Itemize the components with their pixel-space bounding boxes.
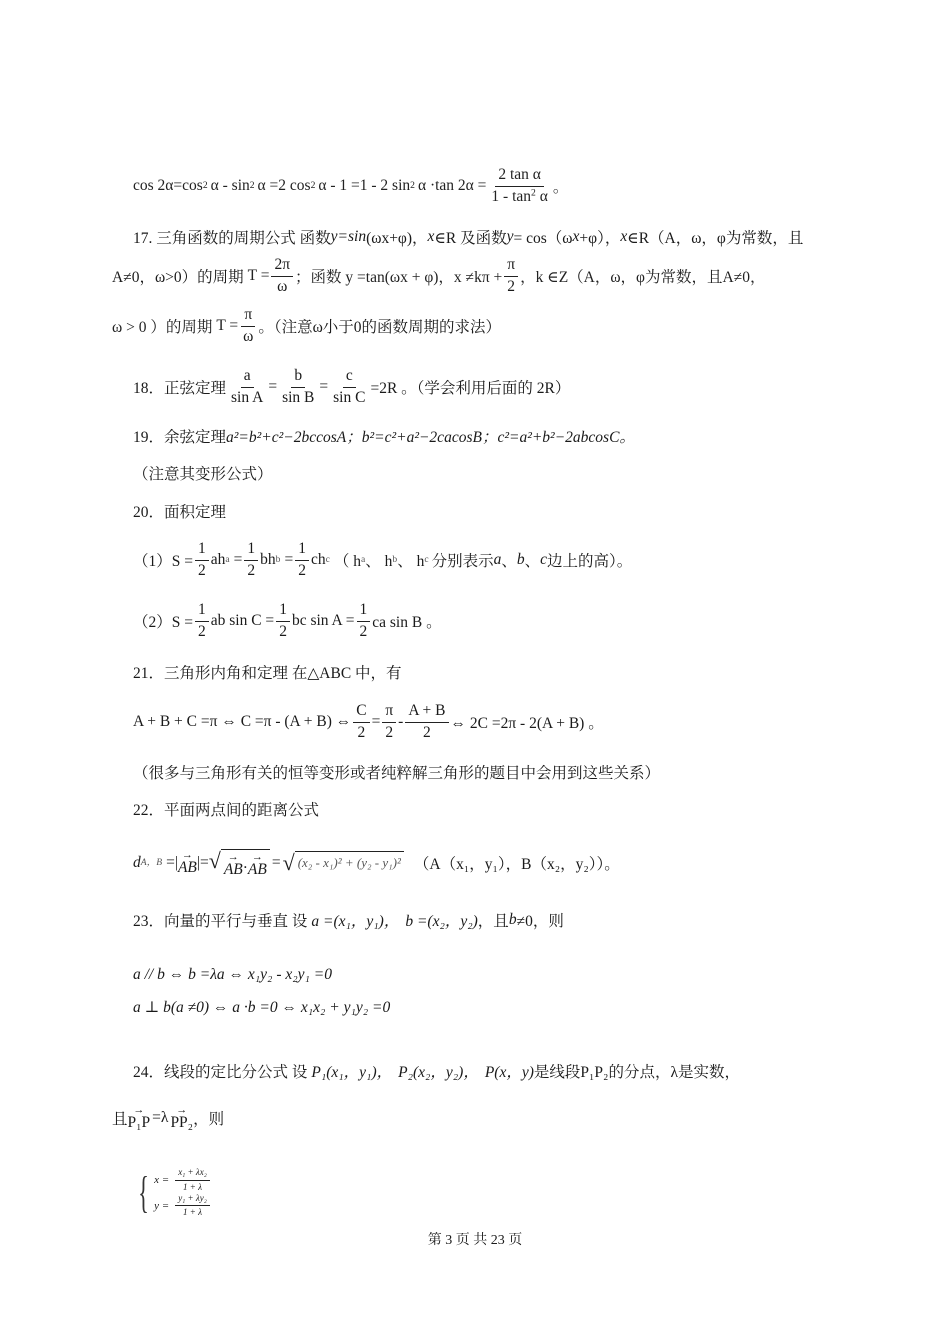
denominator: 1 + λ	[183, 1207, 203, 1218]
formula-text: -	[398, 713, 404, 730]
arrow-icon: →	[181, 848, 193, 861]
formula-text: 是线段P₁P₂的分点，λ是实数，	[533, 1064, 740, 1081]
formula-text: =	[271, 854, 281, 871]
denominator: 2	[198, 561, 206, 579]
fraction	[405, 703, 448, 741]
formula-text: x =	[154, 1174, 170, 1187]
fraction	[228, 368, 266, 406]
fraction	[488, 167, 550, 205]
page-footer: 第 3 页 共 23 页	[427, 1233, 523, 1248]
fraction	[271, 257, 293, 295]
formula-text: ⇔ 2C =2π - 2(A + B) 。	[450, 715, 604, 732]
denominator: 2	[279, 622, 287, 640]
formula-text: y =	[154, 1199, 170, 1212]
formula-text: cos 2α	[133, 177, 174, 194]
section-20-title	[133, 491, 226, 531]
numerator: 1	[357, 602, 371, 621]
denominator: 1 + λ	[183, 1181, 203, 1192]
denominator: 2	[298, 561, 306, 579]
section-20-formula1: （1）S = $\frac{1}{2}$ ah a = $\frac{1}{2}$ bh b = $\frac{1}{2}$ ch c （ h a 、 h b 、 h c 分别表示 a 、 b 、 c 边上的高）。	[133, 540, 633, 579]
formula-double-angle: cos 2α =cos 2 α - sin 2 α =2 cos 2 α - 1 =1 - 2 sin 2 α ·tan 2α = $\frac{\text{2 tan α}}{1 - \tan^2 \alpha}$ 。	[133, 166, 569, 205]
denominator: 2	[359, 622, 368, 640]
denominator: ω	[243, 327, 254, 345]
note-text: （注意其变形公式）	[133, 466, 273, 483]
section-24-system	[133, 1163, 212, 1223]
vector	[223, 850, 243, 878]
formula-text: ；函数 y =tan(ωx + φ)，x ≠kπ +	[295, 269, 503, 286]
formula-text: ，k ∈Z（A，ω，φ为常数，且A≠0，	[520, 269, 766, 286]
vector-label: P₁P	[127, 1113, 151, 1131]
formula-text: ω > 0 ）的周期	[112, 319, 213, 336]
numerator: y₁ + λy₂	[175, 1194, 210, 1206]
numerator: 2 tan α	[495, 167, 544, 186]
fraction	[330, 368, 368, 406]
section-19-note	[133, 453, 273, 493]
brace-icon: {	[138, 1168, 149, 1217]
arrow-icon: →	[227, 850, 239, 863]
radicand	[221, 849, 270, 878]
variable: a	[493, 551, 502, 568]
numerator: a	[241, 368, 254, 387]
section-22-formula: d A，B =| → AB |= √ → AB · → AB = √ (x₂ - x₁)² + (y₂ - y₁)² （A（x₁，y₁），B（x₂，y₂））。	[133, 847, 620, 878]
formula-text: c²=a²+b²−2abcosC。	[497, 429, 635, 446]
formula-text: ca sin B 。	[372, 614, 442, 631]
formula-text: =|	[166, 854, 178, 871]
numerator: π	[241, 307, 255, 326]
formula-text: α ·tan 2α =	[417, 177, 487, 194]
radicand: (x₂ - x₁)² + (y₂ - y₁)²	[295, 851, 404, 875]
formula-text: α - sin	[210, 177, 250, 194]
system-rows	[154, 1168, 212, 1218]
numerator: 1	[244, 541, 258, 560]
formula-text: α	[539, 187, 548, 205]
numerator: 1	[195, 541, 209, 560]
formula-text: P(x，y)	[484, 1064, 534, 1081]
formula-text: (ωx+φ)，	[366, 230, 428, 247]
formula-text: A + B + C =π ⇔ C =π - (A + B) ⇔	[133, 713, 352, 730]
formula-text: =2R 。（学会利用后面的 2R）	[370, 380, 571, 397]
numerator: c	[343, 368, 356, 387]
numerator: b	[291, 368, 305, 387]
formula-text: bh	[260, 551, 276, 568]
formula-text: ∈R 及函数	[434, 230, 507, 247]
denominator: 2	[423, 723, 431, 741]
exponent: 2	[531, 187, 536, 199]
formula-text: 。（注意ω小于0的函数周期的求法）	[258, 319, 502, 336]
formula-text: +φ），	[579, 230, 621, 247]
section-19	[133, 416, 635, 456]
denominator: 2	[247, 561, 256, 579]
section-title: 21．三角形内角和定理 在△ABC 中，有	[133, 665, 402, 682]
vector	[127, 1103, 151, 1131]
formula-text: ab sin C =	[210, 612, 275, 629]
formula-text: 边上的高）。	[547, 553, 633, 570]
formula-text: （A（x₁，y₁），B（x₂，y₂））。	[413, 856, 620, 873]
numerator: π	[382, 703, 396, 722]
variable: b	[508, 911, 517, 928]
section-21-note	[133, 752, 660, 792]
formula-text: a // b ⇔ b =λa ⇔ x₁y₂ - x₂y₁ =0	[133, 966, 332, 983]
formula-text: P₂(x₂，y₂)，	[398, 1064, 479, 1081]
formula-text: T =	[247, 267, 270, 284]
numerator: 2π	[271, 257, 293, 276]
fraction	[240, 307, 256, 345]
note-text: （很多与三角形有关的恒等变形或者纯粹解三角形的题目中会用到这些关系）	[133, 765, 661, 782]
fraction	[353, 703, 369, 741]
section-23-perpendicular	[133, 994, 390, 1020]
numerator: 1	[295, 541, 309, 560]
vector-label: PP₂	[170, 1113, 194, 1131]
numerator: C	[353, 703, 369, 722]
vector	[247, 850, 267, 878]
denominator: 2	[357, 723, 366, 741]
variable: x	[620, 228, 628, 245]
fraction	[504, 257, 518, 295]
vector-label: AB	[247, 860, 267, 878]
square-root	[283, 851, 404, 875]
section-title: 23．向量的平行与垂直 设	[133, 913, 308, 930]
formula-text: ah	[210, 551, 226, 568]
section-title: 19．余弦定理	[133, 429, 227, 446]
formula-text: =	[319, 378, 329, 395]
formula-text: =	[233, 551, 243, 568]
fraction	[195, 541, 209, 579]
formula-text: a =(x₁，y₁)，	[311, 913, 400, 930]
formula-text: ，且	[477, 913, 509, 930]
formula-text: = cos（ω	[513, 230, 573, 247]
numerator: π	[504, 257, 518, 276]
formula-text: ·	[242, 859, 248, 877]
arrow-icon: →	[251, 850, 263, 863]
section-21-title	[133, 652, 402, 692]
formula-text: 且	[112, 1111, 128, 1128]
formula-text: =cos	[173, 177, 203, 194]
formula-text: a ⊥ b(a ≠0) ⇔ a ·b =0 ⇔ x₁x₂ + y₁y₂ =0	[133, 998, 391, 1016]
variable: y	[506, 228, 514, 245]
fraction	[175, 1168, 210, 1192]
formula-text: P₁(x₁，y₁)，	[311, 1064, 393, 1081]
section-24-line2	[112, 1098, 224, 1138]
variable: x	[572, 228, 580, 245]
numerator: 1	[195, 602, 209, 621]
formula-text: A≠0，ω>0）的周期	[112, 269, 244, 286]
formula-text: ch	[310, 551, 326, 568]
section-18	[133, 364, 570, 410]
formula-text: bc sin A =	[291, 612, 355, 629]
fraction	[357, 602, 371, 640]
formula-text: 分别表示	[431, 553, 494, 570]
section-23-title	[133, 900, 564, 940]
denominator: ω	[277, 277, 288, 295]
fraction	[244, 541, 258, 579]
radical-icon: √	[282, 850, 295, 875]
section-22-title	[133, 789, 319, 829]
section-title: 24．线段的定比分公式 设	[133, 1064, 308, 1081]
denominator: 2	[385, 723, 394, 741]
formula-text: α - 1 =1 - 2 sin	[318, 177, 411, 194]
section-title: 18．正弦定理	[133, 380, 227, 397]
formula-text: |=	[196, 854, 209, 871]
vector-label: AB	[223, 860, 243, 878]
formula-text: 、 h	[397, 553, 425, 570]
section-17-line3	[112, 303, 501, 349]
formula-text: （1）S =	[133, 553, 193, 570]
numerator: x₁ + λx₂	[175, 1168, 210, 1180]
vector-label: AB	[177, 858, 197, 876]
fraction	[276, 602, 290, 640]
section-21-formula	[133, 699, 604, 745]
formula-text: =λ	[152, 1109, 169, 1126]
section-title: 20．面积定理	[133, 504, 227, 521]
denominator: sin B	[282, 388, 315, 406]
arrow-icon: →	[176, 1103, 188, 1116]
formula-text: =	[284, 551, 294, 568]
section-17-line1	[133, 217, 803, 257]
section-24-line1	[133, 1051, 740, 1091]
formula-text: α =2 cos	[257, 177, 311, 194]
square-root	[209, 849, 270, 878]
separator: 、	[501, 553, 517, 570]
numerator: A + B	[405, 703, 448, 722]
section-title: 22．平面两点间的距离公式	[133, 802, 320, 819]
denominator: sin C	[333, 388, 366, 406]
arrow-icon: →	[133, 1103, 145, 1116]
system-row-x	[154, 1168, 212, 1192]
radical-icon: √	[208, 847, 221, 873]
system-row-y	[154, 1194, 212, 1218]
formula-text: a²=b²+c²−2bccosA；	[226, 429, 362, 446]
denominator: 2	[198, 622, 206, 640]
formula-text: b²=c²+a²−2cacosB；	[361, 429, 498, 446]
fraction	[279, 368, 317, 406]
formula-text: （2）S =	[133, 614, 193, 631]
section-23-parallel	[133, 962, 332, 988]
formula-text: ∈R（A，ω，φ为常数，且	[627, 230, 804, 247]
variable: x	[427, 228, 435, 245]
section-20-formula2	[133, 598, 442, 644]
denominator	[488, 187, 550, 205]
numerator: 1	[276, 602, 290, 621]
fraction	[195, 602, 209, 640]
formula-text: 1 - tan	[491, 187, 532, 205]
vector	[170, 1103, 194, 1131]
section-title: 17. 三角函数的周期公式 函数	[133, 230, 331, 247]
fraction	[175, 1194, 210, 1218]
variable: c	[540, 551, 548, 568]
separator: 、	[524, 553, 541, 570]
formula-text: =	[371, 713, 381, 730]
fraction	[295, 541, 309, 579]
formula-text: y=sin	[330, 228, 367, 245]
formula-text: （ h	[333, 553, 361, 570]
variable: d	[133, 854, 141, 871]
fraction	[382, 703, 396, 741]
formula-text: ，则	[193, 1111, 225, 1128]
vector	[177, 848, 197, 876]
section-17-line2	[112, 253, 765, 299]
formula-text: b =(x₂，y₂)	[405, 913, 478, 930]
variable: b	[516, 551, 525, 568]
formula-text: T =	[216, 317, 239, 334]
formula-text: =	[268, 378, 278, 395]
formula-text: 。	[552, 179, 569, 196]
formula-text: 、 h	[365, 553, 393, 570]
denominator: 2	[507, 277, 516, 295]
equation-system	[133, 1168, 212, 1218]
denominator: sin A	[231, 388, 264, 406]
formula-text: ≠0，则	[516, 913, 564, 930]
